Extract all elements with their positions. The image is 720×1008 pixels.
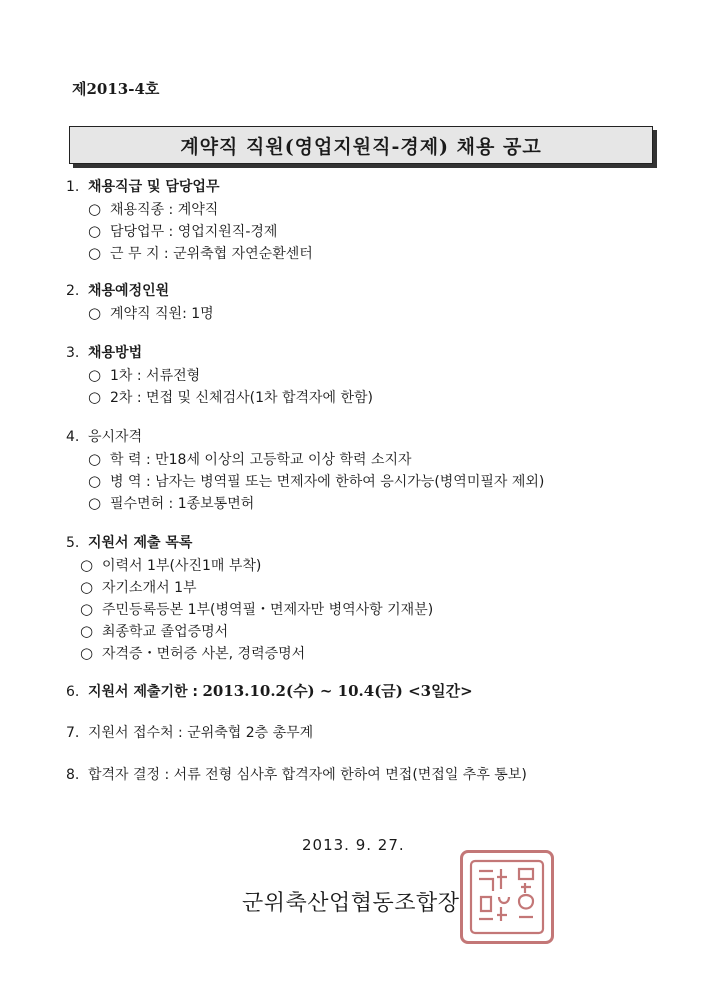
section-title: 채용예정인원 <box>88 283 170 299</box>
item-text: 주민등록등본 1부(병역필・면제자만 병역사항 기재분) <box>102 602 434 618</box>
list-item <box>66 554 433 576</box>
section-number: 5. <box>66 535 80 551</box>
section-title: 채용직급 및 담당업무 <box>88 179 220 195</box>
circle-bullet-icon: ○ <box>88 222 102 240</box>
circle-bullet-icon: ○ <box>88 366 102 384</box>
section-number: 6. <box>66 684 80 700</box>
section-heading <box>66 342 373 364</box>
list-item <box>66 598 433 620</box>
list-item <box>66 576 433 598</box>
list-item <box>66 364 373 386</box>
section-number: 2. <box>66 283 80 299</box>
list-item <box>66 620 433 642</box>
section-2 <box>66 280 214 324</box>
list-item <box>66 470 544 492</box>
section-title: 합격자 결정 : 서류 전형 심사후 합격자에 한하여 면접(면접일 추후 통보) <box>88 767 527 783</box>
section-title: 채용방법 <box>88 345 143 361</box>
section-heading <box>66 426 544 448</box>
circle-bullet-icon: ○ <box>88 304 102 322</box>
section-number: 7. <box>66 725 80 741</box>
circle-bullet-icon: ○ <box>80 556 94 574</box>
section-title: 지원서 제출 목록 <box>88 535 193 551</box>
circle-bullet-icon: ○ <box>80 644 94 662</box>
item-text: 학 력 : 만18세 이상의 고등학교 이상 학력 소지자 <box>110 452 412 468</box>
item-text: 최종학교 졸업증명서 <box>102 624 229 640</box>
announcement-date: 2013. 9. 27. <box>302 836 405 854</box>
item-text: 채용직종 : 계약직 <box>110 202 219 218</box>
circle-bullet-icon: ○ <box>88 494 102 512</box>
section-number: 8. <box>66 767 80 783</box>
item-text: 병 역 : 남자는 병역필 또는 면제자에 한하여 응시가능(병역미필자 제외) <box>110 474 545 490</box>
seal-pattern <box>463 853 551 941</box>
section-heading <box>66 680 473 702</box>
item-text: 필수면허 : 1종보통면허 <box>110 496 255 512</box>
document-number: 제2013-4호 <box>72 80 160 98</box>
list-item <box>66 220 313 242</box>
section-number: 4. <box>66 429 80 445</box>
section-3 <box>66 342 373 408</box>
section-8 <box>66 764 527 786</box>
list-item <box>66 302 214 324</box>
title-box <box>69 126 653 164</box>
section-heading <box>66 532 433 554</box>
item-text: 근 무 지 : 군위축협 자연순환센터 <box>110 246 313 262</box>
list-item <box>66 386 373 408</box>
item-text: 이력서 1부(사진1매 부착) <box>102 558 262 574</box>
section-heading <box>66 764 527 786</box>
circle-bullet-icon: ○ <box>80 600 94 618</box>
official-seal-icon <box>460 850 554 944</box>
section-title: 지원서 제출기한 : <box>88 684 199 700</box>
section-title: 응시자격 <box>88 429 143 445</box>
circle-bullet-icon: ○ <box>88 200 102 218</box>
deadline-value: 2013.10.2(수) ~ 10.4(금) <3일간> <box>202 682 473 700</box>
item-text: 2차 : 면접 및 신체검사(1차 합격자에 한함) <box>110 390 374 406</box>
organization-name: 군위축산업협동조합장 <box>242 891 460 916</box>
list-item <box>66 492 544 514</box>
circle-bullet-icon: ○ <box>88 450 102 468</box>
section-number: 1. <box>66 179 80 195</box>
section-title: 지원서 접수처 : 군위축협 2층 총무계 <box>88 725 314 741</box>
section-heading <box>66 280 214 302</box>
circle-bullet-icon: ○ <box>88 244 102 262</box>
circle-bullet-icon: ○ <box>80 622 94 640</box>
list-item <box>66 198 313 220</box>
item-text: 계약직 직원: 1명 <box>110 306 214 322</box>
list-item <box>66 448 544 470</box>
item-text: 자기소개서 1부 <box>102 580 197 596</box>
section-7 <box>66 722 313 744</box>
circle-bullet-icon: ○ <box>80 578 94 596</box>
section-4 <box>66 426 544 514</box>
section-1 <box>66 176 313 264</box>
circle-bullet-icon: ○ <box>88 388 102 406</box>
list-item <box>66 242 313 264</box>
page-title: 계약직 직원(영업지원직-경제) 채용 공고 <box>180 135 542 158</box>
item-text: 자격증・면허증 사본, 경력증명서 <box>102 646 306 662</box>
section-5 <box>66 532 433 664</box>
section-heading <box>66 176 313 198</box>
section-heading <box>66 722 313 744</box>
section-number: 3. <box>66 345 80 361</box>
circle-bullet-icon: ○ <box>88 472 102 490</box>
item-text: 담당업무 : 영업지원직-경제 <box>110 224 278 240</box>
section-6 <box>66 680 473 702</box>
item-text: 1차 : 서류전형 <box>110 368 201 384</box>
list-item <box>66 642 433 664</box>
